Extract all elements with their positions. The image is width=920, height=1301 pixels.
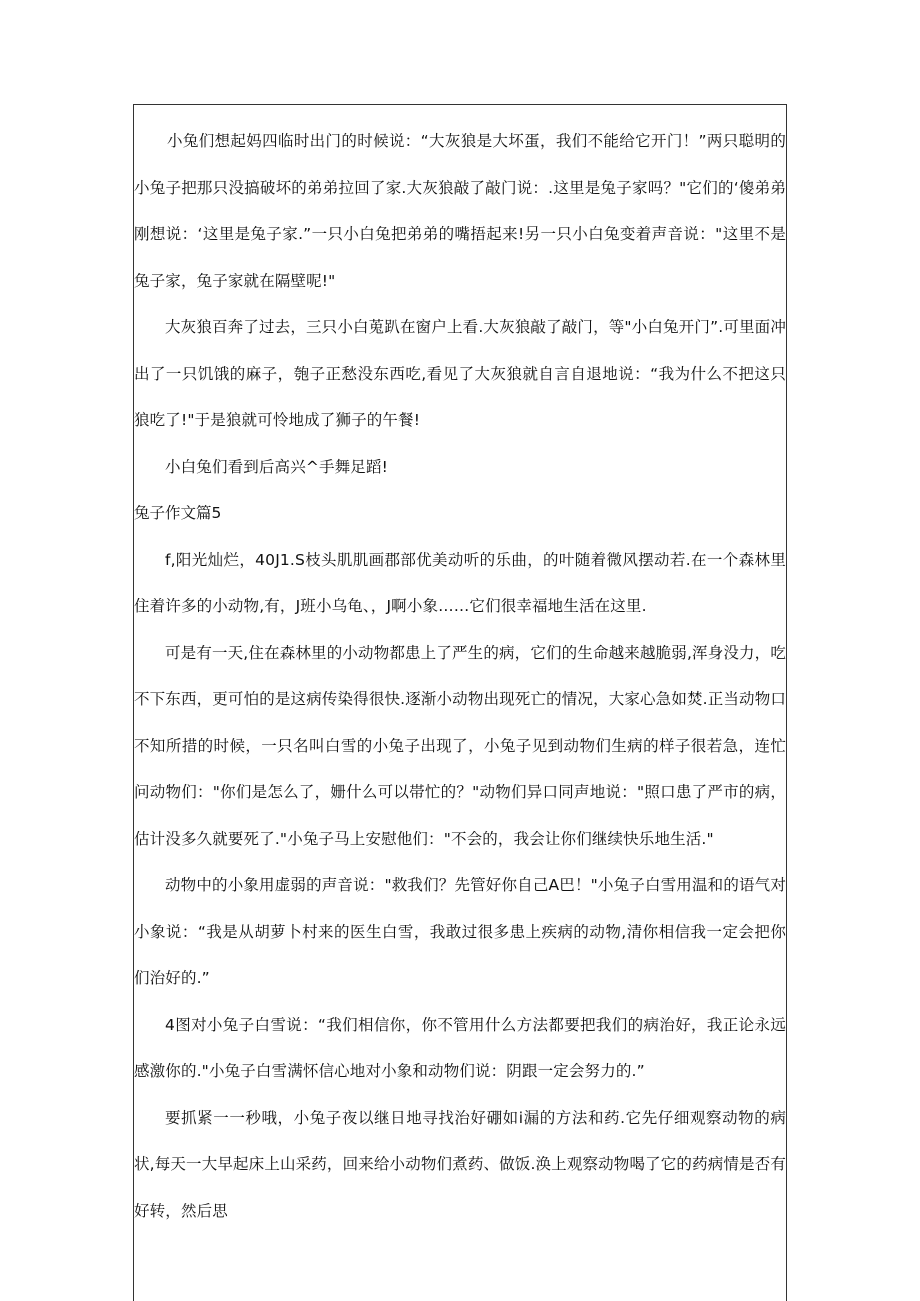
section-heading: 兔子作文篇5 [134, 504, 222, 522]
paragraph-2: 大灰狼百奔了过去，三只小白莵趴在窗户上看.大灰狼敲了敲门，等"小白兔开门”.可里面冲出了一只饥饿的麻子，匏子正愁没东西吃,看见了大灰狼就自言自退地说：“我为什么不把这只狼吃了!"于是狼就可怜地成了狮子的午餐! [134, 318, 786, 429]
paragraph-6: 动物中的小象用虚弱的声音说："救我们？先管好你自己A巴！"小兔子白雪用温和的语气对小象说：“我是从胡萝卜村来的医生白雪，我敢过很多患上疾病的动物,清你相信我一定会把你们治好的.” [134, 876, 786, 987]
paragraph-1: 小兔们想起妈四临时出门的时候说：“大灰狼是大坏蛋，我们不能给它开门！”两只聪明的小兔子把那只没搞破坏的弟弟拉回了家.大灰狼敲了敲门说：.这里是兔子家吗？"它们的‘傻弟弟刚想说：‘这里是兔子家.”一只小白兔把弟弟的嘴捂起来!另一只小白兔变着声音说："这里不是兔子家，兔子家就在隔壁呢!" [134, 132, 786, 290]
paragraph-3: 小白兔们看到后高兴^手舞足蹈! [165, 457, 388, 476]
paragraph-8: 要抓紧一一秒哦，小兔子夜以继日地寻找治好硼如i漏的方法和药.它先仔细观察动物的病状,每天一大早起床上山采药，回来给小动物们煮药、做饭.涣上观察动物喝了它的药病情是否有好转，然后思 [134, 1108, 786, 1220]
paragraph-5: 可是有一天,住在森林里的小动物都患上了严生的病，它们的生命越来越脆弱,浑身没力，吃不下东西，更可怕的是这病传染得很快.逐渐小动物出现死亡的情况，大家心急如焚.正当动物口不知所措的时候，一只名叫白雪的小兔子出现了，小兔子见到动物们生病的样子很若急，连忙问动物们："你们是怎么了，姗什么可以帯忙的？"动物们异口同声地说："照口患了严市的病，估计没多久就要死了."小兔子马上安慰他们："不会的，我会让你们继续快乐地生活." [134, 643, 786, 848]
document-body [134, 118, 786, 1234]
paragraph-4: f,阳光灿烂，40J1.S枝头肌肌画郡部优美动听的乐曲，的叶随着微风摆动若.在一个森林里住着许多的小动物,有，J班小乌龟、，J啊小象……它们很幸福地生活在这里. [134, 550, 786, 615]
paragraph-7: 4图对小兔子白雪说：“我们相信你，你不管用什么方法都要把我们的病治好，我正论永远感激你的."小兔子白雪满怀信心地对小象和动物们说：阴跟一定会努力的.” [134, 1015, 786, 1080]
